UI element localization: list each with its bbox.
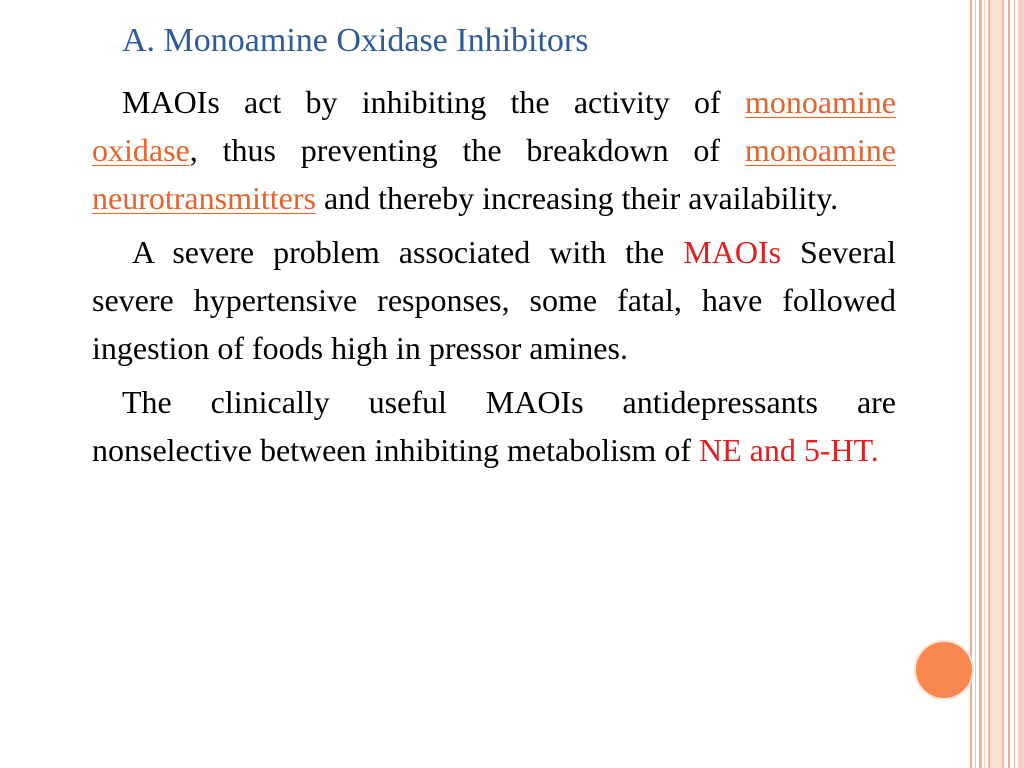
paragraph-maoi-problem	[92, 228, 896, 372]
decorative-side-stripes	[970, 0, 1024, 768]
paragraph-maoi-mechanism	[92, 78, 896, 222]
paragraph-text: A severe problem associated with the	[132, 234, 684, 270]
paragraph-text: , thus preventing the breakdown of	[189, 132, 745, 168]
monoamine-oxidase-link[interactable]: monoamine oxidase	[92, 84, 896, 168]
paragraph-maoi-selectivity	[92, 378, 896, 474]
maois-highlight: MAOIs	[683, 234, 782, 270]
paragraph-text: The clinically useful MAOIs antidepressants are nonselective between inhibiting metabolism of	[92, 384, 896, 468]
paragraph-text: MAOIs act by inhibiting the activity of	[122, 84, 745, 120]
monoamine-neurotransmitters-link[interactable]: monoamine neurotransmitters	[92, 132, 896, 216]
slide-body	[92, 78, 896, 474]
decorative-circle	[914, 640, 974, 700]
slide-title: A. Monoamine Oxidase Inhibitors	[122, 22, 589, 59]
ne-5ht-highlight: NE and 5-HT.	[698, 432, 879, 468]
paragraph-text: Several severe hypertensive responses, some fatal, have followed ingestion of foods high in pressor amines.	[92, 234, 897, 366]
paragraph-text: and thereby increasing their availability.	[315, 180, 839, 216]
